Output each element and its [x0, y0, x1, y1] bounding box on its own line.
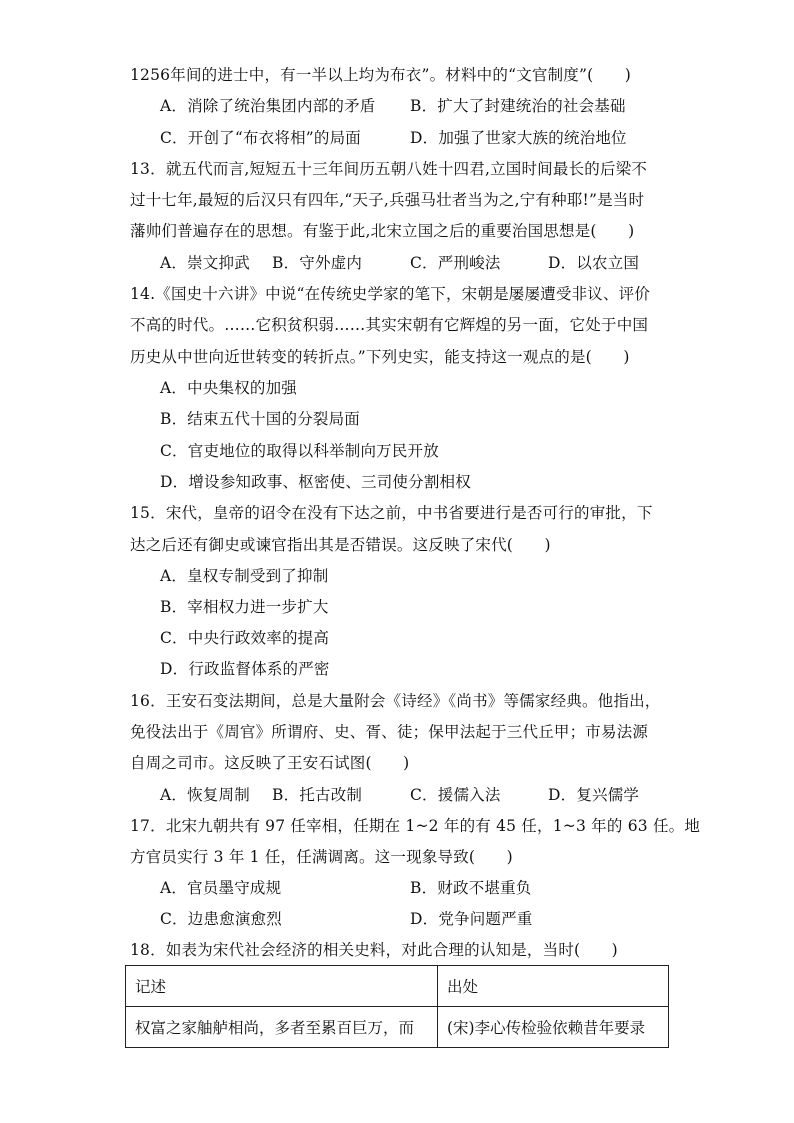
- q12-option-b: B．扩大了封建统治的社会基础: [410, 97, 626, 115]
- q17-stem-line-2: 方官员实行 3 年 1 任，任满调离。这一现象导致( ): [130, 848, 513, 866]
- q13-stem-line-1: 13．就五代而言,短短五十三年间历五朝八姓十四君,立国时间最长的后梁不: [130, 160, 648, 178]
- q15-option-c: C．中央行政效率的提高: [160, 629, 330, 647]
- q16-stem-line-2: 免役法出于《周官》所谓府、史、胥、徒；保甲法起于三代丘甲；市易法源: [130, 723, 649, 741]
- q17-stem-line-1: 17．北宋九朝共有 97 任宰相，任期在 1~2 年的有 45 任，1~3 年的 63 任。地: [130, 817, 701, 835]
- q13-option-d: D．以农立国: [548, 254, 640, 272]
- q17-option-c: C．边患愈演愈烈: [160, 910, 282, 928]
- table-header-cell: 记述: [126, 966, 438, 1007]
- table-cell: (宋)李心传检验依赖昔年要录: [438, 1007, 669, 1048]
- q18-stem: 18．如表为宋代社会经济的相关史料，对此合理的认知是，当时( ): [130, 941, 618, 959]
- q14-stem-line-2: 不高的时代。……它积贫积弱……其实宋朝有它辉煌的另一面，它处于中国: [130, 316, 649, 334]
- q17-option-d: D．党争问题严重: [410, 910, 533, 928]
- table-row: [126, 1007, 669, 1048]
- q16-option-b: B．托古改制: [272, 786, 363, 804]
- q12-option-d: D．加强了世家大族的统治地位: [410, 129, 627, 147]
- q13-stem-line-3: 藩帅们普遍存在的思想。有鉴于此,北宋立国之后的重要治国思想是( ): [130, 222, 635, 240]
- q16-stem-line-3: 自周之司市。这反映了王安石试图( ): [130, 754, 410, 772]
- q16-stem-line-1: 16．王安石变法期间，总是大量附会《诗经》《尚书》等儒家经典。他指出，: [130, 692, 661, 710]
- q16-option-d: D．复兴儒学: [548, 786, 640, 804]
- q14-option-d: D．增设参知政事、枢密使、三司使分割相权: [160, 473, 471, 491]
- table-header-cell: 出处: [438, 966, 669, 1007]
- q16-option-c: C．援儒入法: [410, 786, 501, 804]
- q18-source-table: [125, 965, 669, 1048]
- table-header-row: [126, 966, 669, 1007]
- q13-option-b: B．守外虚内: [272, 254, 363, 272]
- q13-stem-line-2: 过十七年,最短的后汉只有四年,“天子,兵强马壮者当为之,宁有种耶!”是当时: [130, 191, 645, 209]
- q14-option-a: A．中央集权的加强: [160, 379, 297, 397]
- q15-option-d: D．行政监督体系的严密: [160, 660, 330, 678]
- q12-option-a: A．消除了统治集团内部的矛盾: [160, 97, 376, 115]
- q15-stem-line-1: 15．宋代，皇帝的诏令在没有下达之前，中书省要进行是否可行的审批，下: [130, 504, 653, 522]
- q14-option-b: B．结束五代十国的分裂局面: [160, 410, 360, 428]
- q15-option-a: A．皇权专制受到了抑制: [160, 567, 329, 585]
- q12-option-c: C．开创了“布衣将相”的局面: [160, 129, 362, 147]
- q14-stem-line-1: 14.《国史十六讲》中说“在传统史学家的笔下，宋朝是屡屡遭受非议、评价: [130, 285, 651, 303]
- table-cell: 权富之家舳舻相尚，多者至累百巨万，而: [126, 1007, 438, 1048]
- q16-option-a: A．恢复周制: [160, 786, 250, 804]
- q15-option-b: B．宰相权力进一步扩大: [160, 598, 329, 616]
- q14-option-c: C．官吏地位的取得以科举制向万民开放: [160, 442, 439, 460]
- q17-option-a: A．官员墨守成规: [160, 879, 282, 897]
- q13-option-c: C．严刑峻法: [410, 254, 501, 272]
- q12-stem-line-1: 1256年间的进士中，有一半以上均为布衣”。材料中的“文官制度”( ): [130, 66, 632, 84]
- q15-stem-line-2: 达之后还有御史或谏官指出其是否错误。这反映了宋代( ): [130, 536, 551, 554]
- q17-option-b: B．财政不堪重负: [410, 879, 532, 897]
- q14-stem-line-3: 历史从中世向近世转变的转折点。”下列史实，能支持这一观点的是( ): [130, 348, 630, 366]
- q13-option-a: A．崇文抑武: [160, 254, 250, 272]
